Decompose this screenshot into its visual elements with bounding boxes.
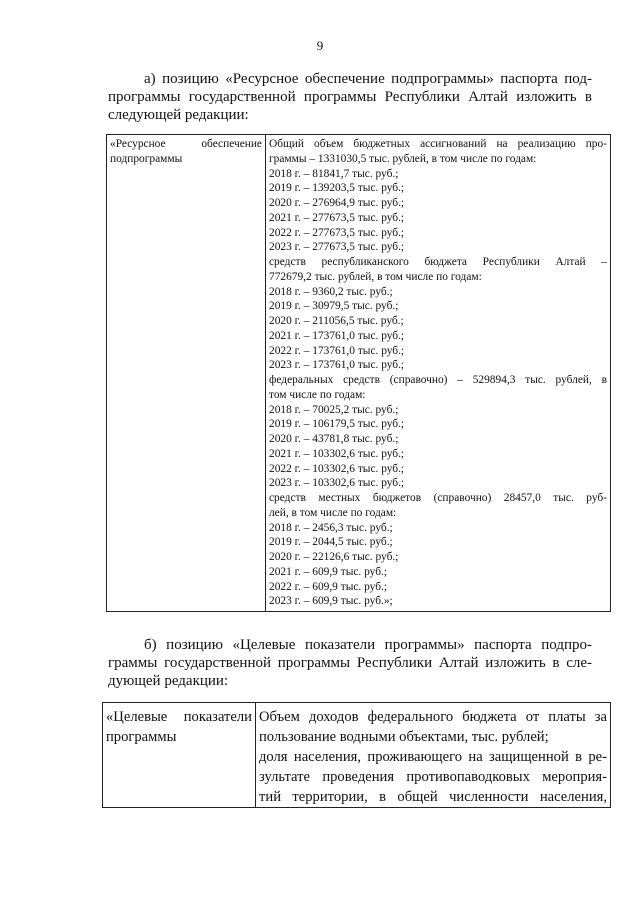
- section-b-line: дующей редакции:: [108, 673, 229, 689]
- value-line: лей, в том числе по годам:: [269, 506, 397, 519]
- value-line: средств республиканского бюджета Республики Алтай –: [269, 256, 607, 268]
- table-row: [107, 135, 611, 612]
- value-line: 772679,2 тыс. рублей, в том числе по годам:: [269, 270, 482, 283]
- label-line: «Ресурсное обеспечение: [110, 138, 262, 150]
- target-indicators-value-cell: [256, 703, 611, 808]
- resource-provision-value-cell: [266, 135, 611, 612]
- value-line: 2018 г. – 81841,7 тыс. руб.;: [269, 167, 399, 180]
- value-line: 2022 г. – 609,9 тыс. руб.;: [269, 580, 388, 593]
- section-a-line: следующей редакции:: [108, 107, 249, 123]
- value-line: 2018 г. – 2456,3 тыс. руб.;: [269, 521, 393, 534]
- value-line: 2020 г. – 43781,8 тыс. руб.;: [269, 433, 399, 445]
- resource-provision-label-cell: [107, 135, 266, 612]
- value-line: 2020 г. – 211056,5 тыс. руб.;: [269, 315, 404, 327]
- value-line: 2020 г. – 22126,6 тыс. руб.;: [269, 551, 399, 563]
- page-number: 9: [316, 38, 324, 53]
- table-row: [103, 703, 611, 808]
- value-line: федеральных средств (справочно) – 529894,3 тыс. рублей, в: [269, 374, 607, 386]
- value-line: 2022 г. – 103302,6 тыс. руб.;: [269, 462, 405, 475]
- value-line: Объем доходов федерального бюджета от платы за: [259, 709, 607, 725]
- value-line: 2021 г. – 277673,5 тыс. руб.;: [269, 211, 405, 224]
- section-b-paragraph: [108, 636, 592, 690]
- value-line: 2023 г. – 103302,6 тыс. руб.;: [269, 477, 405, 490]
- value-line: 2019 г. – 106179,5 тыс. руб.;: [269, 418, 405, 431]
- value-line: 2022 г. – 277673,5 тыс. руб.;: [269, 226, 405, 239]
- label-line: программы: [106, 729, 177, 745]
- section-a-line: а) позицию «Ресурсное обеспечение подпрограммы» паспорта под-: [144, 71, 592, 87]
- label-line: подпрограммы: [110, 152, 183, 165]
- value-line: 2023 г. – 173761,0 тыс. руб.;: [269, 359, 405, 372]
- value-line: 2018 г. – 70025,2 тыс. руб.;: [269, 403, 399, 416]
- value-line: Общий объем бюджетных ассигнований на реализацию про-: [269, 138, 607, 150]
- value-line: том числе по годам:: [269, 388, 366, 401]
- value-line: 2019 г. – 139203,5 тыс. руб.;: [269, 182, 405, 195]
- label-line: «Целевые показатели: [106, 709, 252, 725]
- value-line: 2021 г. – 173761,0 тыс. руб.;: [269, 329, 405, 342]
- section-b-line: б) позицию «Целевые показатели программы» паспорта подпро-: [144, 637, 592, 653]
- value-line: 2023 г. – 609,9 тыс. руб.»;: [269, 595, 393, 608]
- section-b-line: граммы государственной программы Республики Алтай изложить в сле-: [108, 655, 592, 671]
- target-indicators-label-cell: [103, 703, 256, 808]
- value-line: тий территории, в общей численности населения,: [259, 789, 607, 805]
- value-line: 2021 г. – 103302,6 тыс. руб.;: [269, 447, 405, 460]
- value-line: 2019 г. – 2044,5 тыс. руб.;: [269, 536, 393, 549]
- value-line: 2018 г. – 9360,2 тыс. руб.;: [269, 285, 393, 298]
- value-line: 2020 г. – 276964,9 тыс. руб.;: [269, 197, 405, 209]
- value-line: пользование водными объектами, тыс. рублей;: [259, 729, 549, 745]
- value-line: граммы – 1331030,5 тыс. рублей, в том числе по годам:: [269, 152, 537, 165]
- section-a-line: программы государственной программы Республики Алтай изложить в: [108, 89, 592, 105]
- value-line: 2019 г. – 30979,5 тыс. руб.;: [269, 300, 399, 313]
- target-indicators-table: [102, 702, 611, 808]
- section-a-paragraph: [108, 70, 592, 124]
- value-line: 2022 г. – 173761,0 тыс. руб.;: [269, 344, 405, 357]
- value-line: 2023 г. – 277673,5 тыс. руб.;: [269, 241, 405, 254]
- value-line: зультате проведения противопаводковых мероприя-: [259, 769, 607, 785]
- value-line: доля населения, проживающего на защищенной в ре-: [259, 749, 607, 765]
- value-line: средств местных бюджетов (справочно) 28457,0 тыс. руб-: [269, 492, 607, 504]
- resource-provision-table: [106, 134, 611, 612]
- value-line: 2021 г. – 609,9 тыс. руб.;: [269, 565, 388, 578]
